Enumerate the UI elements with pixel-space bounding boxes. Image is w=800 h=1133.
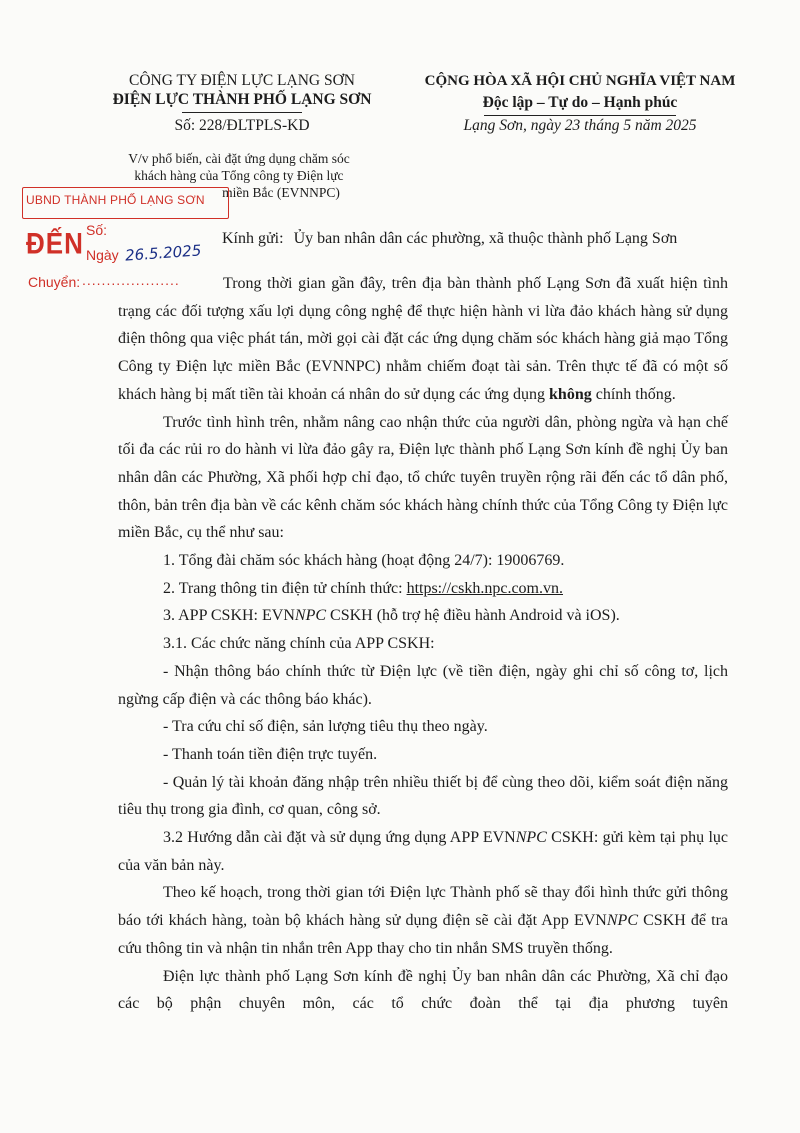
bullet-account: - Quản lý tài khoản đăng nhập trên nhiều thiết bị để cùng theo dõi, kiểm soát điện năng tiêu thụ trong gia đình, cơ quan, công sở. xyxy=(118,773,728,819)
paragraph-plan-end: CSKH để tra cứu thông tin và nhận tin nhắn trên App thay cho tin nhắn SMS truyền thống. xyxy=(118,912,729,957)
document-body xyxy=(118,270,728,1018)
item-app-text: 3. APP CSKH: EVN xyxy=(163,607,295,625)
item-app-npc: NPC xyxy=(294,607,327,625)
stamp-so-label: Số: xyxy=(86,222,108,238)
paragraph-situation-text: Trong thời gian gần đây, trên địa bàn thành phố Lạng Sơn đã xuất hiện tình trạng các đối tượng xấu lợi dụng công nghệ để thực hiện hành vi lừa đảo khách hàng sử dụng điện thông qua việc phát tán, mời gọi cài đặt các ứng dụng chăm sóc khách hàng giả mạo Tổng Công ty Điện lực miền Bắc (EVNNPC) nhằm chiếm đoạt tài sản. Trên thực tế đã có một số khách hàng bị mất tiền tài khoản cá nhân do sử dụng các ứng dụng xyxy=(118,275,728,403)
item-app-end: CSKH (hỗ trợ hệ điều hành Android và iOS). xyxy=(330,607,620,625)
bullet-notifications: - Nhận thông báo chính thức từ Điện lực (về tiền điện, ngày ghi chỉ số công tơ, lịch ngừng cấp điện và các thông báo khác). xyxy=(118,662,728,708)
paragraph-plan-text: Theo kế hoạch, trong thời gian tới Điện lực Thành phố sẽ thay đổi hình thức gửi thông báo tới khách hàng, toàn bộ khách hàng sử dụng điện sẽ cài đặt App EVN xyxy=(118,884,728,930)
national-motto: Độc lập – Tự do – Hạnh phúc xyxy=(482,94,678,111)
item-app-functions: 3.1. Các chức năng chính của APP CSKH: xyxy=(163,635,435,653)
recipient-label: Kính gửi: xyxy=(222,230,284,247)
issuing-organization: ĐIỆN LỰC THÀNH PHỐ LẠNG SƠN xyxy=(112,91,372,108)
recipient-line xyxy=(222,230,677,248)
subject-line-1: V/v phổ biến, cài đặt ứng dụng chăm sóc xyxy=(128,151,350,166)
paragraph-request: Trước tình hình trên, nhằm nâng cao nhận thức của người dân, phòng ngừa và hạn chế tối đa các rủi ro do hành vi lừa đảo gây ra, Điện lực thành phố Lạng Sơn kính đề nghị Ủy ban nhân dân các Phường, Xã phối hợp chỉ đạo, tổ chức tuyên truyền rộng rãi đến các tổ dân phố, thôn, bản trên địa bàn về các kênh chăm sóc khách hàng chính thức của Tổng Công ty Điện lực miền Bắc, cụ thể như sau: xyxy=(118,413,728,542)
place-and-date: Lạng Sơn, ngày 23 tháng 5 năm 2025 xyxy=(463,117,697,134)
item-website xyxy=(118,575,728,603)
item-hotline: 1. Tổng đài chăm sóc khách hàng (hoạt động 24/7): 19006769. xyxy=(163,552,565,570)
stamp-chuyen-dots: .................... xyxy=(82,272,180,288)
item-install-guide xyxy=(118,824,728,879)
stamp-chuyen-label: Chuyển: xyxy=(28,274,81,290)
bullet-payment: - Thanh toán tiền điện trực tuyến. xyxy=(163,745,378,763)
paragraph-plan xyxy=(118,879,728,962)
stamp-ngay-label: Ngày xyxy=(86,247,119,263)
paragraph-situation xyxy=(118,270,728,409)
paragraph-situation-end: chính thống. xyxy=(595,385,676,403)
stamp-agency: UBND THÀNH PHỐ LẠNG SƠN xyxy=(26,193,205,207)
item-install-end: CSKH: gửi kèm tại phụ lục của văn bản này. xyxy=(118,829,729,874)
document-number: Số: 228/ĐLTPLS-KD xyxy=(174,117,310,134)
stamp-den-label: ĐẾN xyxy=(26,226,84,261)
recipient-name: Ủy ban nhân dân các phường, xã thuộc thành phố Lạng Sơn xyxy=(293,230,678,247)
item-app xyxy=(118,602,728,630)
subject-line-2: khách hàng của Tổng công ty Điện lực xyxy=(134,168,344,183)
website-link[interactable]: https://cskh.npc.com.vn. xyxy=(406,579,563,597)
subject-line-3: miền Bắc (EVNNPC) xyxy=(222,185,340,200)
bullet-lookup: - Tra cứu chỉ số điện, sản lượng tiêu thụ theo ngày. xyxy=(163,718,488,736)
item-install-npc: NPC xyxy=(515,829,547,847)
item-website-label: 2. Trang thông tin điện tử chính thức: xyxy=(163,579,403,597)
paragraph-situation-bold: không xyxy=(549,385,592,403)
stamp-ngay-value: 26.5.2025 xyxy=(124,241,202,265)
national-title: CỘNG HÒA XÃ HỘI CHỦ NGHĨA VIỆT NAM xyxy=(424,73,736,89)
paragraph-closing: Điện lực thành phố Lạng Sơn kính đề nghị Ủy ban nhân dân các Phường, Xã chỉ đạo các bộ phận chuyên môn, các tổ chức đoàn thể tại địa phương tuyên xyxy=(118,967,728,1013)
paragraph-plan-npc: NPC xyxy=(606,912,638,930)
item-install-text: 3.2 Hướng dẫn cài đặt và sử dụng ứng dụng APP EVN xyxy=(163,829,516,847)
header-left-divider xyxy=(182,112,302,113)
parent-organization: CÔNG TY ĐIỆN LỰC LẠNG SƠN xyxy=(128,72,355,89)
